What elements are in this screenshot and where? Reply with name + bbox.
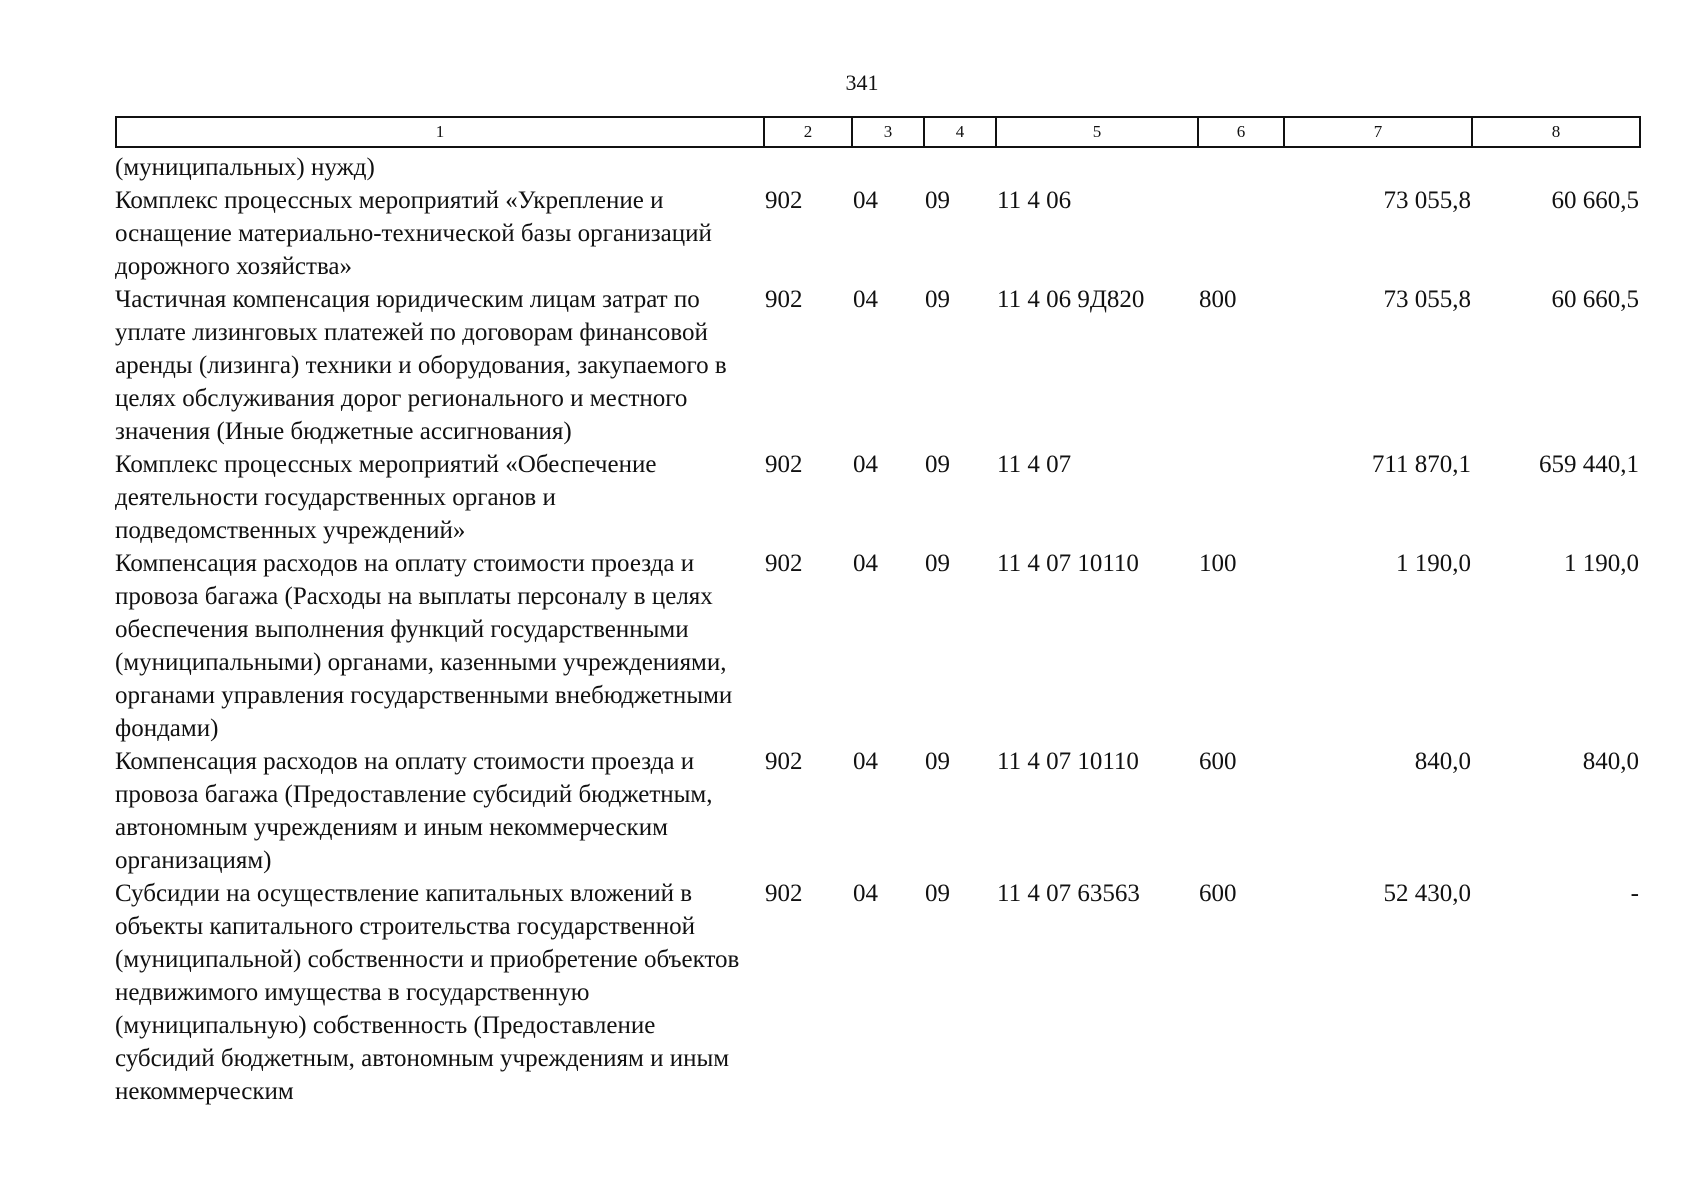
row-amount-2: -: [1630, 880, 1639, 907]
table-row: [115, 283, 1639, 448]
row-amount-2: 1 190,0: [1564, 550, 1639, 577]
row-name: Компенсация расходов на оплату стоимости проезда и провоза багажа (Предоставление субсидий бюджетным, автономным учреждениям и иным некоммерческим организациям): [115, 748, 713, 874]
page-number: 341: [845, 70, 879, 95]
table-row: [115, 448, 1639, 547]
row-section: 04: [853, 748, 878, 775]
row-amount-1: 840,0: [1414, 748, 1471, 775]
row-target-item: 11 4 07 10110: [997, 748, 1139, 775]
row-expense-type: [1197, 184, 1283, 283]
header-cell-4: 4: [924, 117, 996, 147]
row-ministry-code: 902: [765, 880, 803, 907]
row-expense-type: [1197, 151, 1283, 184]
row-target-item: 11 4 06 9Д820: [997, 286, 1145, 313]
row-name: Комплекс процессных мероприятий «Укрепление и оснащение материально-технической базы организаций дорожного хозяйства»: [115, 187, 712, 280]
header-cell-3: 3: [852, 117, 924, 147]
row-name: Субсидии на осуществление капитальных вложений в объекты капитального строительства государственной (муниципальной) собственности и приобретение объектов недвижимого имущества в государственную (муниципальную) собственность (Предоставление субсидий бюджетным, автономным учреждениям и иным некоммерческим: [115, 880, 740, 1105]
row-amount-1: 52 430,0: [1383, 880, 1471, 907]
row-section: 04: [853, 187, 878, 214]
row-name: Комплекс процессных мероприятий «Обеспечение деятельности государственных органов и подведомственных учреждений»: [115, 451, 657, 544]
row-expense-type: 600: [1199, 748, 1237, 775]
row-amount-1: 1 190,0: [1396, 550, 1471, 577]
table-row: [115, 547, 1639, 745]
row-name: Компенсация расходов на оплату стоимости проезда и провоза багажа (Расходы на выплаты персоналу в целях обеспечения выполнения функций государственными (муниципальными) органами, казенными учреждениями, органами управления государственными внебюджетными фондами): [115, 550, 733, 742]
row-target-item: [995, 151, 1197, 184]
row-target-item: 11 4 06: [997, 187, 1072, 214]
row-ministry-code: 902: [765, 550, 803, 577]
row-amount-2: [1471, 151, 1639, 184]
row-target-item: 11 4 07: [997, 451, 1072, 478]
row-amount-1: 711 870,1: [1371, 451, 1471, 478]
row-subsection: 09: [925, 880, 950, 907]
row-ministry-code: [763, 151, 851, 184]
row-name: (муниципальных) нужд): [115, 154, 375, 181]
column-number-header: [115, 116, 1641, 148]
row-subsection: 09: [925, 451, 950, 478]
row-target-item: 11 4 07 10110: [997, 550, 1139, 577]
row-amount-1: [1283, 151, 1471, 184]
row-amount-1: 73 055,8: [1383, 286, 1471, 313]
row-section: 04: [853, 451, 878, 478]
header-cell-2: 2: [764, 117, 852, 147]
header-row: [116, 117, 1640, 147]
table-row: [115, 151, 1639, 184]
header-cell-6: 6: [1198, 117, 1284, 147]
table-row: [115, 745, 1639, 877]
table-row: [115, 184, 1639, 283]
row-expense-type: [1197, 448, 1283, 547]
row-expense-type: 800: [1199, 286, 1237, 313]
table-row: [115, 877, 1639, 1108]
row-ministry-code: 902: [765, 748, 803, 775]
row-subsection: 09: [925, 286, 950, 313]
row-expense-type: 600: [1199, 880, 1237, 907]
row-section: [851, 151, 923, 184]
row-subsection: 09: [925, 748, 950, 775]
header-cell-8: 8: [1472, 117, 1640, 147]
row-section: 04: [853, 286, 878, 313]
header-cell-1: 1: [116, 117, 764, 147]
budget-table: [115, 151, 1639, 1108]
row-amount-2: 659 440,1: [1539, 451, 1639, 478]
row-subsection: 09: [925, 550, 950, 577]
row-amount-2: 60 660,5: [1551, 187, 1639, 214]
row-ministry-code: 902: [765, 187, 803, 214]
header-cell-5: 5: [996, 117, 1198, 147]
row-subsection: 09: [925, 187, 950, 214]
row-amount-2: 60 660,5: [1551, 286, 1639, 313]
row-amount-1: 73 055,8: [1383, 187, 1471, 214]
row-subsection: [923, 151, 995, 184]
row-name: Частичная компенсация юридическим лицам затрат по уплате лизинговых платежей по договорам финансовой аренды (лизинга) техники и оборудования, закупаемого в целях обслуживания дорог регионального и местного значения (Иные бюджетные ассигнования): [115, 286, 727, 445]
row-expense-type: 100: [1199, 550, 1237, 577]
row-section: 04: [853, 880, 878, 907]
row-ministry-code: 902: [765, 286, 803, 313]
row-amount-2: 840,0: [1582, 748, 1639, 775]
row-section: 04: [853, 550, 878, 577]
row-target-item: 11 4 07 63563: [997, 880, 1140, 907]
row-ministry-code: 902: [765, 451, 803, 478]
header-cell-7: 7: [1284, 117, 1472, 147]
